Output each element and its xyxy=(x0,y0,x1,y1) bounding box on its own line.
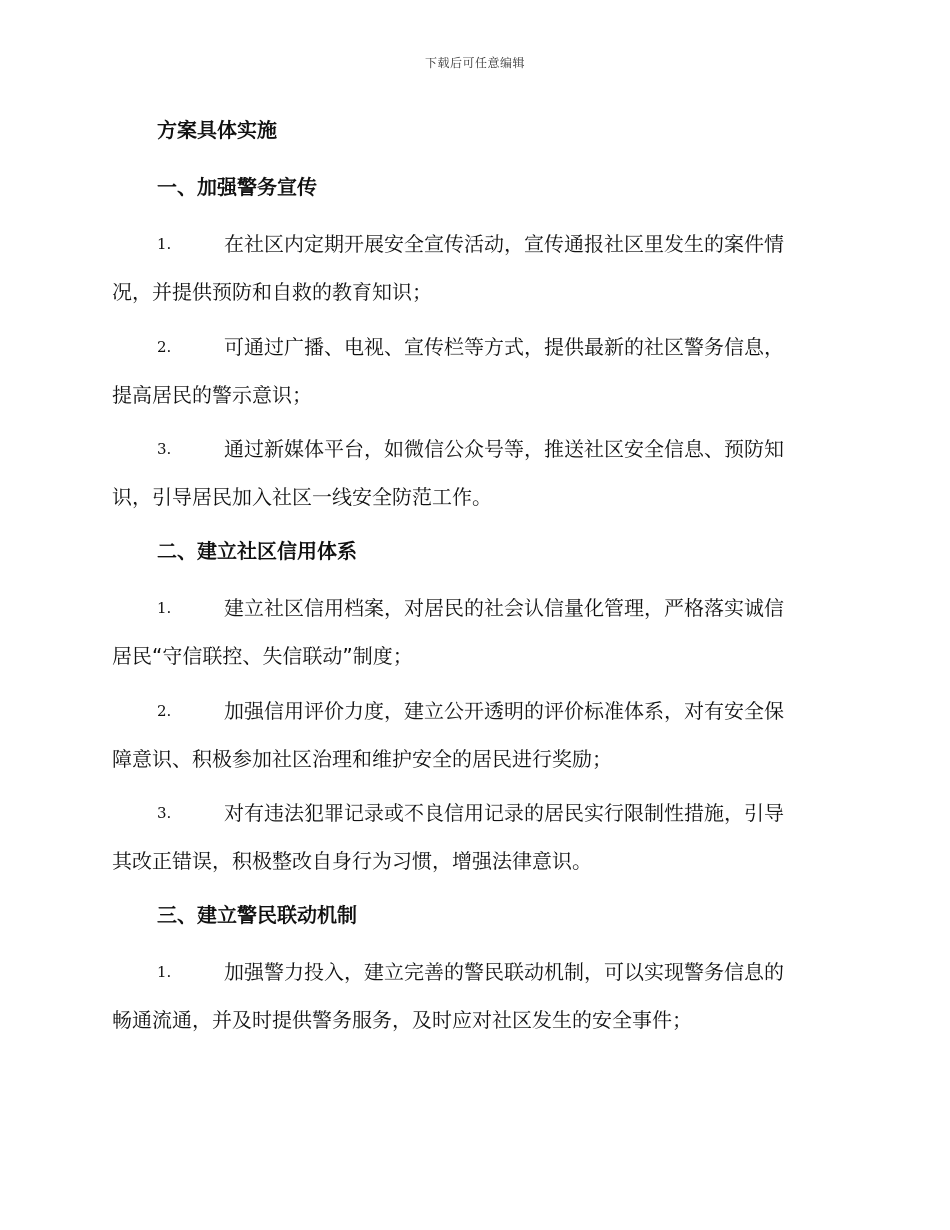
list-item-line xyxy=(112,335,837,359)
list-item-line xyxy=(112,747,837,771)
list-item-number: 2. xyxy=(157,702,172,720)
list-item xyxy=(112,801,837,873)
list-item-text: 畅通流通，并及时提供警务服务，及时应对社区发生的安全事件； xyxy=(112,1008,692,1032)
list-item xyxy=(112,960,837,1032)
list-item-line xyxy=(112,801,837,825)
list-item-number: 2. xyxy=(157,338,172,356)
page-header: 下载后可任意编辑 xyxy=(424,56,525,70)
list-item-text: 识，引导居民加入社区一线安全防范工作。 xyxy=(112,485,492,509)
list-item xyxy=(112,232,837,304)
list-item-text: 居民“守信联控、失信联动”制度； xyxy=(112,644,413,668)
list-item-text: 加强信用评价力度，建立公开透明的评价标准体系，对有安全保 xyxy=(224,699,784,723)
list-item-number: 1. xyxy=(157,235,172,253)
list-item-line xyxy=(112,596,837,620)
list-item xyxy=(112,699,837,771)
list-item-text: 障意识、积极参加社区治理和维护安全的居民进行奖励； xyxy=(112,747,612,771)
list-item-number: 3. xyxy=(157,804,172,822)
list-item-text: 加强警力投入，建立完善的警民联动机制，可以实现警务信息的 xyxy=(224,960,784,984)
list-item xyxy=(112,596,837,668)
list-item-line xyxy=(112,437,837,461)
list-item-line xyxy=(112,849,837,873)
list-item-line xyxy=(112,232,837,256)
list-item-line xyxy=(112,485,837,509)
list-item xyxy=(112,335,837,407)
list-item-line xyxy=(112,383,837,407)
list-item-text: 对有违法犯罪记录或不良信用记录的居民实行限制性措施，引导 xyxy=(224,801,784,825)
list-item-line xyxy=(112,280,837,304)
section-heading-2: 二、建立社区信用体系 xyxy=(157,539,357,563)
list-item-line xyxy=(112,960,837,984)
document-title: 方案具体实施 xyxy=(157,118,277,142)
list-item-text: 提高居民的警示意识； xyxy=(112,383,312,407)
list-item-line xyxy=(112,1008,837,1032)
list-item-number: 1. xyxy=(157,963,172,981)
list-item-text: 况，并提供预防和自救的教育知识； xyxy=(112,280,432,304)
list-item-line xyxy=(112,699,837,723)
list-item-text: 可通过广播、电视、宣传栏等方式，提供最新的社区警务信息， xyxy=(224,335,784,359)
list-item-text: 其改正错误，积极整改自身行为习惯，增强法律意识。 xyxy=(112,849,592,873)
list-item-number: 1. xyxy=(157,599,172,617)
list-item-text: 建立社区信用档案，对居民的社会认信量化管理，严格落实诚信 xyxy=(224,596,784,620)
list-item-number: 3. xyxy=(157,440,172,458)
section-heading-1: 一、加强警务宣传 xyxy=(157,175,317,199)
list-item-text: 通过新媒体平台，如微信公众号等，推送社区安全信息、预防知 xyxy=(224,437,784,461)
section-heading-3: 三、建立警民联动机制 xyxy=(157,903,357,927)
list-item xyxy=(112,437,837,509)
list-item-line xyxy=(112,644,837,668)
list-item-text: 在社区内定期开展安全宣传活动，宣传通报社区里发生的案件情 xyxy=(224,232,784,256)
